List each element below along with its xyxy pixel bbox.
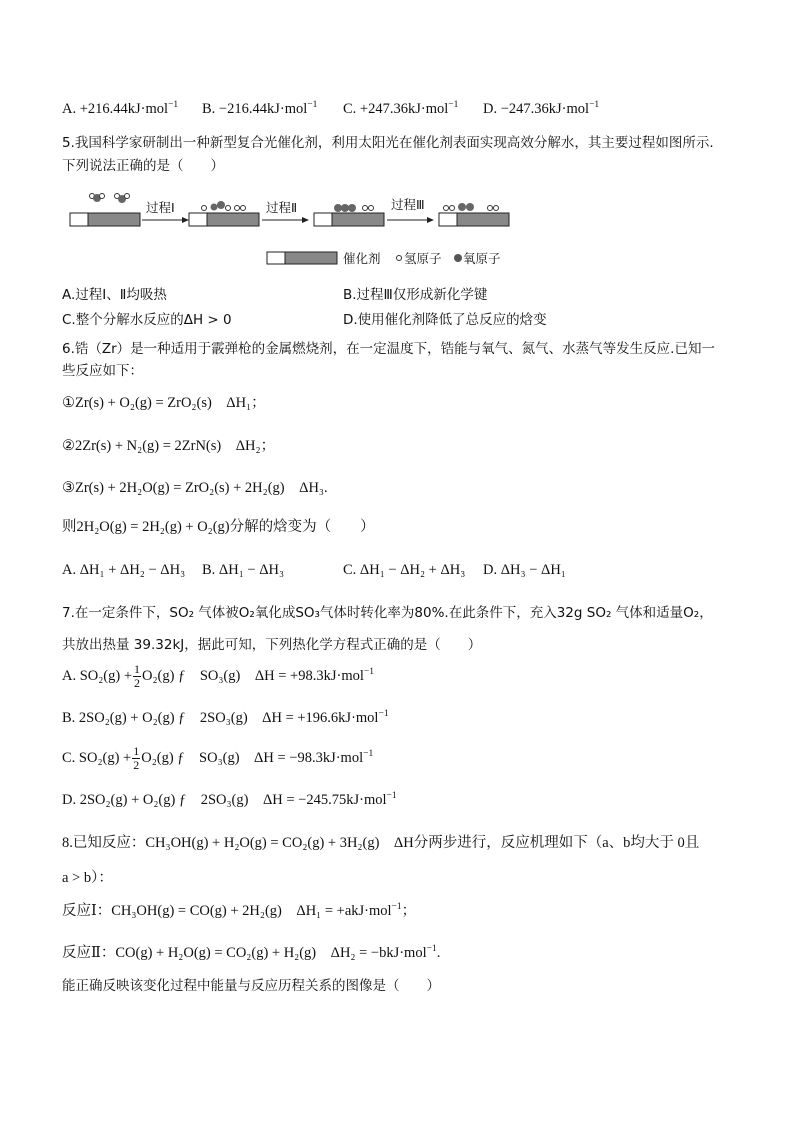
h-atom-icon [450,206,455,211]
legend-h-atom: 氢原子 [404,251,442,266]
q4-option-c: C. +247.36kJ·mol$^{-1}$ [343,100,459,117]
o-atom-icon [211,204,218,211]
stage-after-process-1 [189,201,259,226]
q8-stem-line1: 8.已知反应：CH₃OH(g) + H₂O(g) = CO₂(g) + 3H₂(g) ΔH分两步进行，反应机理如下（a、b均大于 0且 [62,835,700,851]
q6-option-a: A. ΔH₁ + ΔH₂ − ΔH₃ [62,562,186,578]
q6-option-b: B. ΔH₁ − ΔH₃ [202,562,285,578]
q6-reaction-2: ②2Zr(s) + N₂(g) = 2ZrN(s) ΔH₂； [62,438,276,454]
q5-option-b: B.过程Ⅲ仅形成新化学键 [343,287,488,303]
legend-o-atom: 氧原子 [463,251,501,266]
process-1-label: 过程Ⅰ [146,200,175,215]
q7-option-b: B. 2SO₂(g) + O₂(g) ƒ 2SO₃(g) ΔH = +196.6kJ·mol$^{-1}$ [62,709,389,726]
h-atom-icon [235,206,240,211]
q5-stem-line1: 5.我国科学家研制出一种新型复合光催化剂，利用太阳光在催化剂表面实现高效分解水，其主要过程如图所示. [62,135,714,151]
h-atom-icon [488,206,493,211]
diagram-legend [267,251,501,266]
q4-option-b: B. −216.44kJ·mol$^{-1}$ [202,100,318,117]
q6-question: 则2H₂O(g) = 2H₂(g) + O₂(g)分解的焓变为（ ） [62,519,375,535]
q5-option-d: D.使用催化剂降低了总反应的焓变 [343,312,547,328]
arrow-head-icon [302,217,309,223]
q6-options [62,561,566,579]
q6-option-d: D. ΔH₃ − ΔH₁ [483,562,566,578]
q8-question: 能正确反映该变化过程中能量与反应历程关系的图像是（ ） [62,978,440,994]
h-atom-icon [202,206,207,211]
q5-option-a: A.过程Ⅰ、Ⅱ均吸热 [62,287,167,303]
fraction-half: $\frac{1}{2}$ [133,744,140,773]
h-atom-icon [397,256,402,261]
q4-options [62,100,599,118]
stage-after-process-2 [314,204,384,226]
legend-catalyst: 催化剂 [343,251,381,266]
q7-stem-line1: 7.在一定条件下，SO₂ 气体被O₂氧化成SO₃气体时转化率为80%.在此条件下，充入32g SO₂ 气体和适量O₂， [62,605,713,621]
o-atom-icon [348,204,356,212]
process-2-label: 过程Ⅱ [266,200,298,215]
process-3-label: 过程Ⅲ [391,197,425,212]
q6-stem-line2: 些反应如下： [62,363,143,379]
q4-option-d: D. −247.36kJ·mol$^{-1}$ [483,100,600,117]
h-atom-icon [494,206,499,211]
h-atom-icon [444,206,449,211]
q7-option-d: D. 2SO₂(g) + O₂(g) ƒ 2SO₃(g) ΔH = −245.75kJ·mol$^{-1}$ [62,791,397,808]
q8-stem-line2: a > b）： [62,870,113,886]
h-atom-icon [369,206,374,211]
o-atom-icon [458,203,466,211]
q5-process-diagram [62,186,522,266]
q6-stem-line1: 6.锆（Zr）是一种适用于霰弹枪的金属燃烧剂，在一定温度下，锆能与氧气、氮气、水蒸气等发生反应.已知一 [62,341,715,357]
stage-after-process-3 [439,203,509,226]
q8-reaction-1: 反应Ⅰ：CH₃OH(g) = CO(g) + 2H₂(g) ΔH₁ = +akJ·mol$^{-1}$； [62,902,417,919]
fraction-half: $\frac{1}{2}$ [134,662,141,691]
q6-option-c: C. ΔH₁ − ΔH₂ + ΔH₃ [343,562,466,578]
stage-initial [70,194,140,227]
q6-reaction-3: ③Zr(s) + 2H₂O(g) = ZrO₂(s) + 2H₂(g) ΔH₃. [62,480,328,496]
q7-stem-line2: 共放出热量 39.32kJ，据此可知，下列热化学方程式正确的是（ ） [62,637,482,653]
q5-option-c: C.整个分解水反应的ΔH > 0 [62,312,232,328]
q5-stem-line2: 下列说法正确的是（ ） [62,158,224,174]
h-atom-icon [100,194,105,199]
arrow-head-icon [427,217,434,223]
h-atom-icon [241,206,246,211]
o-atom-icon [454,254,462,262]
o-atom-icon [334,204,342,212]
arrow-head-icon [182,217,189,223]
h-atom-icon [125,194,130,199]
h-atom-icon [363,206,368,211]
q6-reaction-1: ①Zr(s) + O₂(g) = ZrO₂(s) ΔH₁； [62,395,266,411]
h-atom-icon [226,206,231,211]
o-atom-icon [217,201,225,209]
o-atom-icon [341,204,349,212]
q7-option-a: A. SO₂(g) + $\frac{1}{2}$ O₂(g) ƒ SO₃(g) ΔH = +98.3kJ·mol$^{-1}$ [62,662,375,691]
q4-option-a: A. +216.44kJ·mol$^{-1}$ [62,100,179,117]
q7-option-c: C. SO₂(g) + $\frac{1}{2}$ O₂(g) ƒ SO₃(g) ΔH = −98.3kJ·mol$^{-1}$ [62,744,374,773]
q8-reaction-2: 反应Ⅱ：CO(g) + H₂O(g) = CO₂(g) + H₂(g) ΔH₂ = −bkJ·mol$^{-1}$. [62,944,441,961]
o-atom-icon [466,203,474,211]
